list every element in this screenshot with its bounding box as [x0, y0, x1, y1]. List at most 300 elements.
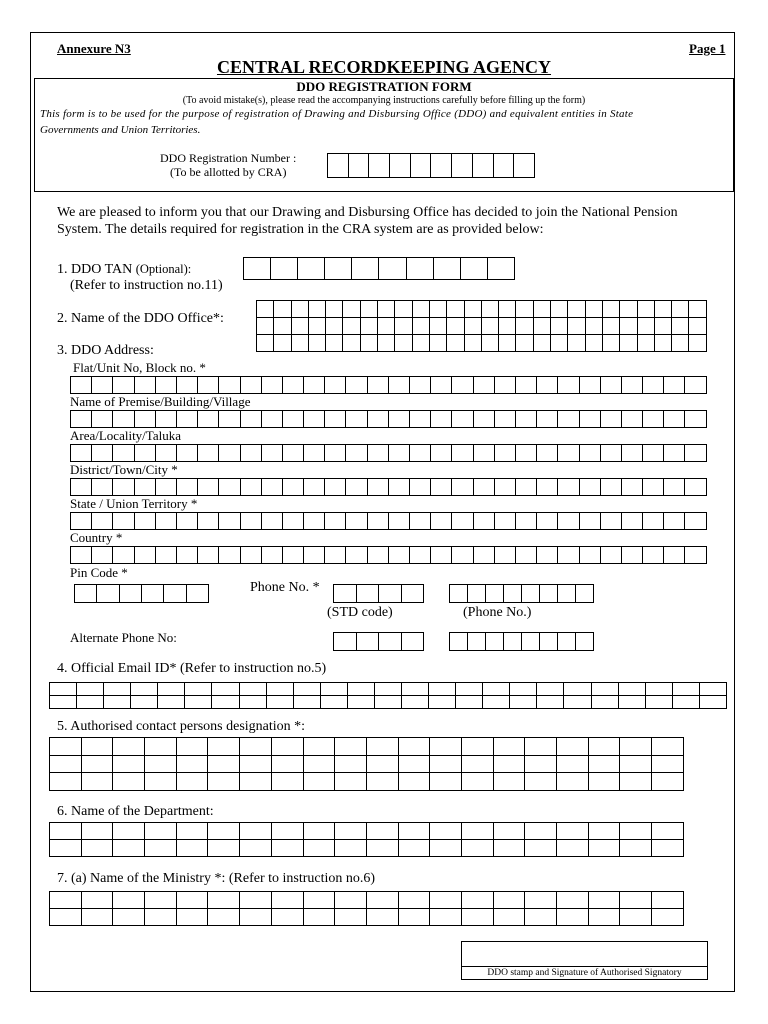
- char-box[interactable]: [620, 335, 637, 352]
- char-box[interactable]: [429, 301, 446, 318]
- char-box[interactable]: [588, 738, 620, 756]
- char-box[interactable]: [588, 892, 620, 909]
- char-box[interactable]: [366, 892, 398, 909]
- char-box[interactable]: [431, 547, 452, 564]
- char-box[interactable]: [219, 547, 240, 564]
- char-box[interactable]: [652, 892, 684, 909]
- char-box[interactable]: [379, 585, 402, 603]
- char-box[interactable]: [134, 377, 155, 394]
- char-box[interactable]: [600, 513, 621, 530]
- char-box[interactable]: [388, 547, 409, 564]
- char-box[interactable]: [493, 755, 525, 773]
- char-box[interactable]: [208, 909, 240, 926]
- char-box[interactable]: [447, 318, 464, 335]
- char-box[interactable]: [551, 301, 568, 318]
- char-box[interactable]: [360, 318, 377, 335]
- char-box[interactable]: [579, 411, 600, 428]
- char-box[interactable]: [158, 683, 185, 696]
- char-box[interactable]: [145, 755, 177, 773]
- char-box[interactable]: [244, 258, 271, 280]
- designation-boxes[interactable]: [49, 737, 684, 791]
- char-box[interactable]: [410, 445, 431, 462]
- char-box[interactable]: [585, 301, 602, 318]
- char-box[interactable]: [395, 301, 412, 318]
- char-box[interactable]: [356, 585, 379, 603]
- char-box[interactable]: [335, 892, 367, 909]
- char-box[interactable]: [664, 377, 685, 394]
- char-box[interactable]: [461, 823, 493, 840]
- char-box[interactable]: [367, 411, 388, 428]
- char-box[interactable]: [176, 823, 208, 840]
- char-box[interactable]: [271, 258, 298, 280]
- char-box[interactable]: [343, 318, 360, 335]
- char-box[interactable]: [602, 335, 619, 352]
- char-box[interactable]: [620, 301, 637, 318]
- char-box[interactable]: [452, 377, 473, 394]
- char-box[interactable]: [92, 445, 113, 462]
- char-box[interactable]: [176, 547, 197, 564]
- char-box[interactable]: [81, 823, 113, 840]
- char-box[interactable]: [335, 773, 367, 791]
- char-box[interactable]: [486, 585, 504, 603]
- char-box[interactable]: [473, 377, 494, 394]
- char-box[interactable]: [493, 773, 525, 791]
- char-box[interactable]: [208, 823, 240, 840]
- char-box[interactable]: [282, 513, 303, 530]
- premise-boxes[interactable]: [70, 410, 707, 428]
- signature-box[interactable]: [461, 941, 708, 980]
- char-box[interactable]: [540, 585, 558, 603]
- char-box[interactable]: [134, 513, 155, 530]
- char-box[interactable]: [141, 585, 163, 603]
- char-box[interactable]: [410, 547, 431, 564]
- char-box[interactable]: [402, 683, 429, 696]
- char-box[interactable]: [282, 377, 303, 394]
- char-box[interactable]: [134, 547, 155, 564]
- char-box[interactable]: [431, 154, 452, 178]
- char-box[interactable]: [176, 411, 197, 428]
- char-box[interactable]: [303, 892, 335, 909]
- char-box[interactable]: [367, 445, 388, 462]
- char-box[interactable]: [308, 318, 325, 335]
- char-box[interactable]: [308, 335, 325, 352]
- char-box[interactable]: [487, 258, 514, 280]
- char-box[interactable]: [551, 335, 568, 352]
- char-box[interactable]: [212, 683, 239, 696]
- char-box[interactable]: [461, 892, 493, 909]
- char-box[interactable]: [360, 301, 377, 318]
- char-box[interactable]: [461, 840, 493, 857]
- char-box[interactable]: [494, 377, 515, 394]
- char-box[interactable]: [643, 479, 664, 496]
- char-box[interactable]: [145, 823, 177, 840]
- char-box[interactable]: [472, 154, 493, 178]
- char-box[interactable]: [304, 377, 325, 394]
- char-box[interactable]: [494, 547, 515, 564]
- char-box[interactable]: [499, 335, 516, 352]
- char-box[interactable]: [134, 479, 155, 496]
- char-box[interactable]: [198, 377, 219, 394]
- char-box[interactable]: [261, 479, 282, 496]
- char-box[interactable]: [366, 755, 398, 773]
- char-box[interactable]: [558, 513, 579, 530]
- char-box[interactable]: [291, 318, 308, 335]
- char-box[interactable]: [588, 823, 620, 840]
- char-box[interactable]: [271, 738, 303, 756]
- char-box[interactable]: [600, 411, 621, 428]
- char-box[interactable]: [219, 377, 240, 394]
- char-box[interactable]: [602, 318, 619, 335]
- char-box[interactable]: [533, 335, 550, 352]
- char-box[interactable]: [346, 479, 367, 496]
- char-box[interactable]: [515, 479, 536, 496]
- email-boxes[interactable]: [49, 682, 727, 709]
- char-box[interactable]: [602, 301, 619, 318]
- char-box[interactable]: [652, 840, 684, 857]
- char-box[interactable]: [585, 318, 602, 335]
- char-box[interactable]: [219, 445, 240, 462]
- char-box[interactable]: [335, 823, 367, 840]
- char-box[interactable]: [537, 445, 558, 462]
- char-box[interactable]: [326, 301, 343, 318]
- district-boxes[interactable]: [70, 478, 707, 496]
- char-box[interactable]: [510, 683, 537, 696]
- char-box[interactable]: [282, 547, 303, 564]
- char-box[interactable]: [240, 411, 261, 428]
- char-box[interactable]: [50, 755, 82, 773]
- char-box[interactable]: [369, 154, 390, 178]
- char-box[interactable]: [145, 892, 177, 909]
- char-box[interactable]: [282, 479, 303, 496]
- char-box[interactable]: [600, 445, 621, 462]
- char-box[interactable]: [643, 513, 664, 530]
- char-box[interactable]: [483, 696, 510, 709]
- char-box[interactable]: [430, 773, 462, 791]
- char-box[interactable]: [618, 696, 645, 709]
- char-box[interactable]: [398, 840, 430, 857]
- char-box[interactable]: [429, 683, 456, 696]
- char-box[interactable]: [266, 696, 293, 709]
- char-box[interactable]: [429, 318, 446, 335]
- std-code-boxes[interactable]: [333, 584, 424, 603]
- char-box[interactable]: [620, 823, 652, 840]
- char-box[interactable]: [431, 377, 452, 394]
- char-box[interactable]: [261, 377, 282, 394]
- char-box[interactable]: [525, 823, 557, 840]
- char-box[interactable]: [325, 377, 346, 394]
- char-box[interactable]: [164, 585, 186, 603]
- char-box[interactable]: [464, 318, 481, 335]
- char-box[interactable]: [664, 445, 685, 462]
- char-box[interactable]: [257, 301, 274, 318]
- char-box[interactable]: [600, 377, 621, 394]
- char-box[interactable]: [360, 335, 377, 352]
- char-box[interactable]: [558, 377, 579, 394]
- char-box[interactable]: [198, 547, 219, 564]
- char-box[interactable]: [431, 479, 452, 496]
- char-box[interactable]: [410, 479, 431, 496]
- char-box[interactable]: [514, 154, 535, 178]
- char-box[interactable]: [346, 547, 367, 564]
- char-box[interactable]: [515, 513, 536, 530]
- char-box[interactable]: [483, 683, 510, 696]
- char-box[interactable]: [412, 318, 429, 335]
- char-box[interactable]: [537, 696, 564, 709]
- char-box[interactable]: [240, 479, 261, 496]
- char-box[interactable]: [239, 683, 266, 696]
- char-box[interactable]: [588, 755, 620, 773]
- char-box[interactable]: [591, 696, 618, 709]
- char-box[interactable]: [388, 411, 409, 428]
- char-box[interactable]: [468, 585, 486, 603]
- char-box[interactable]: [515, 411, 536, 428]
- char-box[interactable]: [494, 411, 515, 428]
- char-box[interactable]: [401, 633, 424, 651]
- char-box[interactable]: [50, 840, 82, 857]
- char-box[interactable]: [652, 738, 684, 756]
- char-box[interactable]: [71, 547, 92, 564]
- char-box[interactable]: [525, 738, 557, 756]
- char-box[interactable]: [699, 683, 726, 696]
- char-box[interactable]: [398, 909, 430, 926]
- char-box[interactable]: [271, 755, 303, 773]
- char-box[interactable]: [557, 840, 589, 857]
- char-box[interactable]: [77, 683, 104, 696]
- char-box[interactable]: [271, 909, 303, 926]
- char-box[interactable]: [493, 823, 525, 840]
- char-box[interactable]: [558, 547, 579, 564]
- char-box[interactable]: [621, 513, 642, 530]
- char-box[interactable]: [551, 318, 568, 335]
- char-box[interactable]: [113, 479, 134, 496]
- char-box[interactable]: [346, 411, 367, 428]
- char-box[interactable]: [257, 335, 274, 352]
- char-box[interactable]: [591, 683, 618, 696]
- char-box[interactable]: [504, 633, 522, 651]
- char-box[interactable]: [398, 892, 430, 909]
- char-box[interactable]: [431, 411, 452, 428]
- char-box[interactable]: [515, 377, 536, 394]
- char-box[interactable]: [303, 909, 335, 926]
- char-box[interactable]: [664, 411, 685, 428]
- char-box[interactable]: [366, 773, 398, 791]
- char-box[interactable]: [600, 547, 621, 564]
- char-box[interactable]: [113, 445, 134, 462]
- char-box[interactable]: [155, 547, 176, 564]
- char-box[interactable]: [325, 479, 346, 496]
- char-box[interactable]: [81, 773, 113, 791]
- char-box[interactable]: [50, 683, 77, 696]
- char-box[interactable]: [71, 479, 92, 496]
- char-box[interactable]: [145, 840, 177, 857]
- tan-boxes[interactable]: [243, 257, 515, 280]
- char-box[interactable]: [176, 840, 208, 857]
- char-box[interactable]: [525, 773, 557, 791]
- char-box[interactable]: [378, 301, 395, 318]
- char-box[interactable]: [637, 318, 654, 335]
- char-box[interactable]: [398, 738, 430, 756]
- char-box[interactable]: [510, 696, 537, 709]
- char-box[interactable]: [473, 547, 494, 564]
- char-box[interactable]: [473, 479, 494, 496]
- char-box[interactable]: [685, 445, 707, 462]
- char-box[interactable]: [219, 479, 240, 496]
- char-box[interactable]: [50, 909, 82, 926]
- char-box[interactable]: [525, 840, 557, 857]
- char-box[interactable]: [685, 513, 707, 530]
- char-box[interactable]: [654, 335, 671, 352]
- char-box[interactable]: [493, 892, 525, 909]
- char-box[interactable]: [621, 411, 642, 428]
- char-box[interactable]: [81, 840, 113, 857]
- char-box[interactable]: [672, 696, 699, 709]
- char-box[interactable]: [303, 755, 335, 773]
- char-box[interactable]: [537, 513, 558, 530]
- char-box[interactable]: [326, 335, 343, 352]
- char-box[interactable]: [271, 823, 303, 840]
- char-box[interactable]: [685, 411, 707, 428]
- char-box[interactable]: [113, 411, 134, 428]
- char-box[interactable]: [219, 411, 240, 428]
- char-box[interactable]: [266, 683, 293, 696]
- char-box[interactable]: [430, 909, 462, 926]
- char-box[interactable]: [672, 318, 689, 335]
- char-box[interactable]: [412, 301, 429, 318]
- char-box[interactable]: [654, 318, 671, 335]
- char-box[interactable]: [395, 318, 412, 335]
- char-box[interactable]: [576, 633, 594, 651]
- char-box[interactable]: [494, 479, 515, 496]
- char-box[interactable]: [637, 301, 654, 318]
- char-box[interactable]: [240, 755, 272, 773]
- char-box[interactable]: [486, 633, 504, 651]
- char-box[interactable]: [558, 633, 576, 651]
- char-box[interactable]: [395, 335, 412, 352]
- char-box[interactable]: [374, 696, 401, 709]
- char-box[interactable]: [558, 479, 579, 496]
- char-box[interactable]: [398, 773, 430, 791]
- char-box[interactable]: [343, 335, 360, 352]
- char-box[interactable]: [304, 445, 325, 462]
- char-box[interactable]: [374, 683, 401, 696]
- char-box[interactable]: [291, 301, 308, 318]
- char-box[interactable]: [499, 301, 516, 318]
- char-box[interactable]: [410, 377, 431, 394]
- char-box[interactable]: [493, 738, 525, 756]
- registration-number-boxes[interactable]: [327, 153, 535, 178]
- char-box[interactable]: [515, 547, 536, 564]
- ministry-boxes[interactable]: [49, 891, 684, 926]
- char-box[interactable]: [325, 411, 346, 428]
- char-box[interactable]: [113, 755, 145, 773]
- char-box[interactable]: [185, 683, 212, 696]
- char-box[interactable]: [293, 683, 320, 696]
- char-box[interactable]: [113, 909, 145, 926]
- char-box[interactable]: [335, 738, 367, 756]
- char-box[interactable]: [104, 683, 131, 696]
- char-box[interactable]: [185, 696, 212, 709]
- char-box[interactable]: [461, 773, 493, 791]
- char-box[interactable]: [208, 755, 240, 773]
- char-box[interactable]: [557, 755, 589, 773]
- char-box[interactable]: [282, 445, 303, 462]
- char-box[interactable]: [410, 411, 431, 428]
- char-box[interactable]: [452, 154, 473, 178]
- char-box[interactable]: [410, 154, 431, 178]
- char-box[interactable]: [664, 513, 685, 530]
- char-box[interactable]: [261, 445, 282, 462]
- char-box[interactable]: [212, 696, 239, 709]
- char-box[interactable]: [219, 513, 240, 530]
- char-box[interactable]: [431, 513, 452, 530]
- char-box[interactable]: [481, 318, 498, 335]
- char-box[interactable]: [92, 547, 113, 564]
- char-box[interactable]: [515, 445, 536, 462]
- char-box[interactable]: [335, 909, 367, 926]
- char-box[interactable]: [113, 547, 134, 564]
- char-box[interactable]: [240, 840, 272, 857]
- char-box[interactable]: [198, 445, 219, 462]
- char-box[interactable]: [367, 513, 388, 530]
- char-box[interactable]: [654, 301, 671, 318]
- char-box[interactable]: [652, 823, 684, 840]
- char-box[interactable]: [588, 773, 620, 791]
- char-box[interactable]: [304, 411, 325, 428]
- char-box[interactable]: [494, 445, 515, 462]
- char-box[interactable]: [493, 154, 514, 178]
- char-box[interactable]: [533, 318, 550, 335]
- char-box[interactable]: [493, 909, 525, 926]
- char-box[interactable]: [525, 755, 557, 773]
- char-box[interactable]: [643, 445, 664, 462]
- char-box[interactable]: [308, 301, 325, 318]
- char-box[interactable]: [92, 411, 113, 428]
- char-box[interactable]: [208, 738, 240, 756]
- alternate-phone-boxes[interactable]: [449, 632, 594, 651]
- char-box[interactable]: [588, 840, 620, 857]
- char-box[interactable]: [699, 696, 726, 709]
- char-box[interactable]: [464, 301, 481, 318]
- char-box[interactable]: [557, 909, 589, 926]
- char-box[interactable]: [516, 301, 533, 318]
- char-box[interactable]: [430, 755, 462, 773]
- char-box[interactable]: [320, 683, 347, 696]
- char-box[interactable]: [557, 773, 589, 791]
- char-box[interactable]: [522, 585, 540, 603]
- char-box[interactable]: [71, 445, 92, 462]
- char-box[interactable]: [643, 547, 664, 564]
- char-box[interactable]: [176, 513, 197, 530]
- char-box[interactable]: [240, 892, 272, 909]
- char-box[interactable]: [579, 445, 600, 462]
- char-box[interactable]: [257, 318, 274, 335]
- char-box[interactable]: [326, 318, 343, 335]
- char-box[interactable]: [568, 301, 585, 318]
- char-box[interactable]: [461, 755, 493, 773]
- char-box[interactable]: [652, 909, 684, 926]
- char-box[interactable]: [145, 738, 177, 756]
- char-box[interactable]: [303, 738, 335, 756]
- char-box[interactable]: [600, 479, 621, 496]
- char-box[interactable]: [564, 683, 591, 696]
- char-box[interactable]: [621, 547, 642, 564]
- char-box[interactable]: [378, 318, 395, 335]
- char-box[interactable]: [113, 377, 134, 394]
- char-box[interactable]: [378, 335, 395, 352]
- char-box[interactable]: [516, 335, 533, 352]
- char-box[interactable]: [643, 411, 664, 428]
- char-box[interactable]: [452, 547, 473, 564]
